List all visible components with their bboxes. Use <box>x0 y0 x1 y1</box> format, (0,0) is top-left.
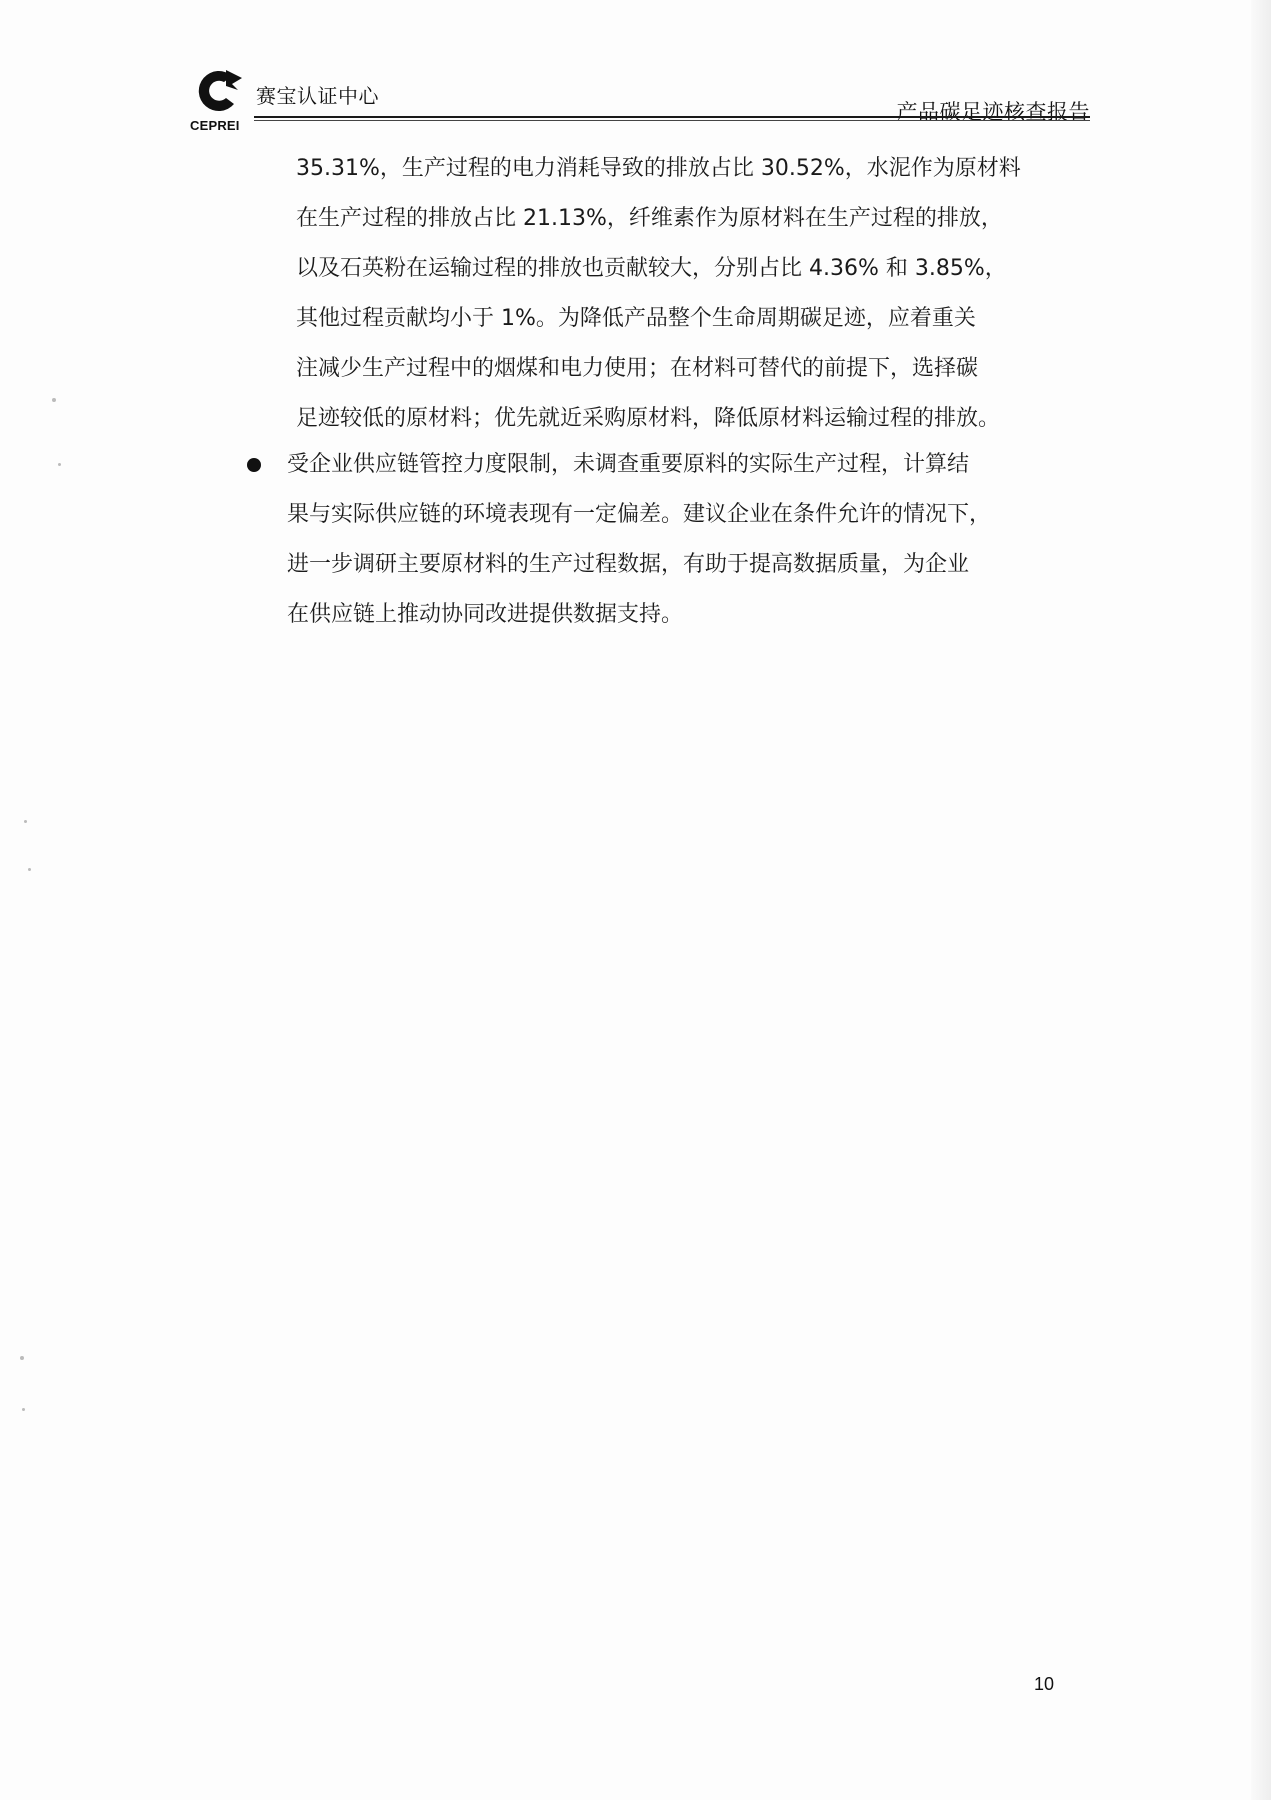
paragraph-line: 足迹较低的原材料；优先就近采购原材料，降低原材料运输过程的排放。 <box>296 406 1001 431</box>
bullet-line: 在供应链上推动协同改进提供数据支持。 <box>287 602 684 627</box>
continued-paragraph <box>296 144 1086 444</box>
paragraph-line: 35.31%，生产过程的电力消耗导致的排放占比 30.52%，水泥作为原材料 <box>296 156 1021 181</box>
scan-speck <box>28 868 31 871</box>
paragraph-line: 其他过程贡献均小于 1%。为降低产品整个生命周期碳足迹，应着重关 <box>296 306 976 331</box>
cepri-logo <box>190 64 250 134</box>
paragraph-line: 注减少生产过程中的烟煤和电力使用；在材料可替代的前提下，选择碳 <box>296 356 979 381</box>
header-rule <box>254 116 1090 118</box>
bullet-line: 果与实际供应链的环境表现有一定偏差。建议企业在条件允许的情况下， <box>287 502 992 527</box>
scan-speck <box>58 463 61 466</box>
scan-edge-shadow <box>1251 0 1271 1800</box>
cepri-logo-icon <box>192 64 246 118</box>
bullet-line: 进一步调研主要原材料的生产过程数据，有助于提高数据质量，为企业 <box>287 552 970 577</box>
scan-speck <box>24 820 27 823</box>
logo-wordmark: CEPREI <box>190 118 240 133</box>
bullet-line: 受企业供应链管控力度限制，未调查重要原料的实际生产过程，计算结 <box>287 452 970 477</box>
report-title: 产品碳足迹核查报告 <box>896 100 1090 124</box>
page-header <box>190 64 1090 134</box>
bullet-text <box>287 440 1087 640</box>
page-number: 10 <box>1034 1674 1055 1694</box>
scan-speck <box>20 1356 24 1360</box>
header-rule-thin <box>254 120 1090 121</box>
paragraph-line: 在生产过程的排放占比 21.13%，纤维素作为原材料在生产过程的排放， <box>296 206 1003 231</box>
bullet-dot-icon <box>247 458 261 472</box>
paragraph-line: 以及石英粉在运输过程的排放也贡献较大，分别占比 4.36% 和 3.85%， <box>296 256 1007 281</box>
scan-speck <box>52 398 56 402</box>
organization-name: 赛宝认证中心 <box>256 84 379 108</box>
scan-speck <box>22 1408 25 1411</box>
